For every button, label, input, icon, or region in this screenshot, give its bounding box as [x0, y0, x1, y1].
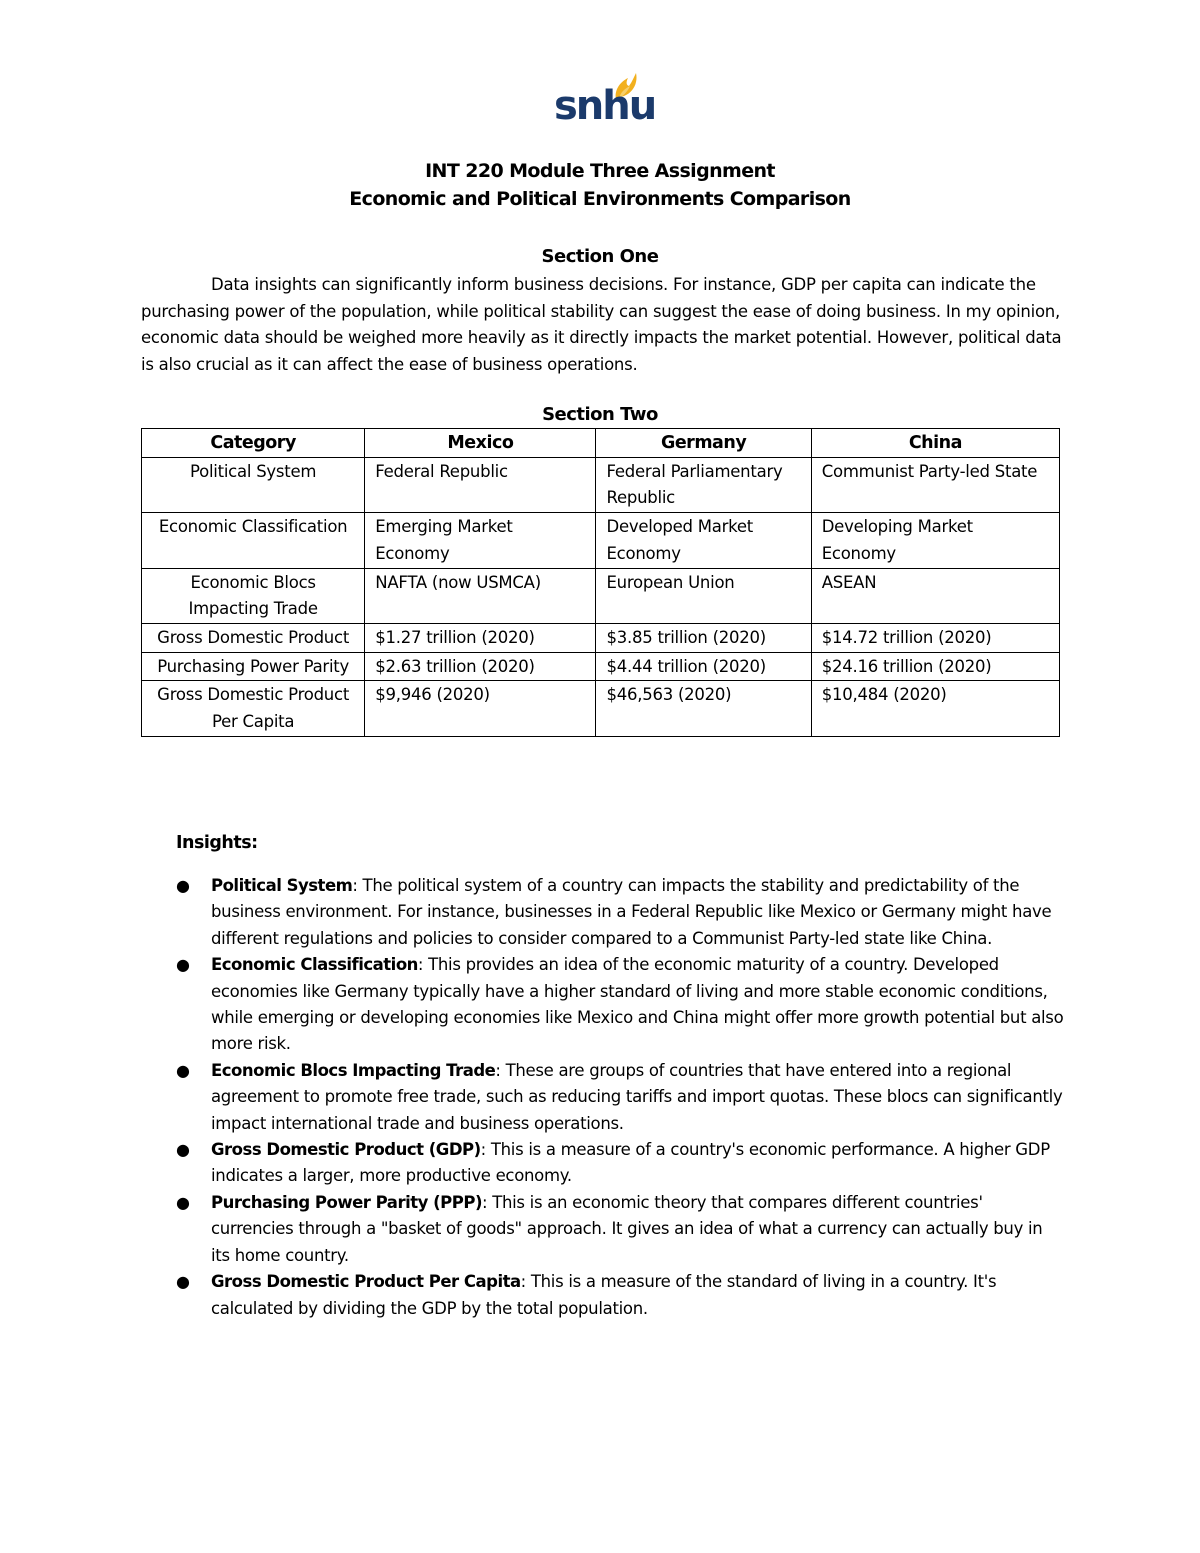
category-cell: Gross Domestic Product [142, 623, 365, 652]
document-subtitle: Economic and Political Environments Comparison [349, 188, 851, 210]
table-row [142, 568, 1060, 623]
bullet-icon: ● [176, 1272, 190, 1292]
table-cell: Communist Party-led State [811, 457, 1059, 512]
bullet-icon: ● [176, 1192, 190, 1212]
insight-text: : The political system of a country can impacts the stability and predictability of the business environment. For instance, businesses in a Federal Republic like Mexico or Germany might have different regulations and policies to consider compared to a Communist Party-led state like China. [211, 876, 1052, 948]
column-header: Category [142, 429, 365, 458]
table-cell: Developing Market Economy [811, 513, 1059, 568]
bullet-icon: ● [176, 1060, 190, 1080]
category-cell: Gross Domestic Product Per Capita [142, 681, 365, 736]
table-cell: NAFTA (now USMCA) [365, 568, 596, 623]
logo-wordmark: snhu [554, 83, 656, 129]
list-item [176, 873, 1066, 952]
insight-term: Gross Domestic Product Per Capita [211, 1272, 521, 1292]
bullet-icon: ● [176, 1140, 190, 1160]
table-row [142, 623, 1060, 652]
insight-text: : These are groups of countries that have entered into a regional agreement to promote free trade, such as reducing tariffs and import quotas. These blocs can significantly impact international trade and business operations. [211, 1060, 1063, 1133]
table-cell: $9,946 (2020) [365, 681, 596, 736]
insight-text: : This provides an idea of the economic maturity of a country. Developed economies like Germany typically have a higher standard of living and more stable economic conditions, while emerging or developing economies like Mexico and China might offer more growth potential but also more risk. [211, 955, 1064, 1054]
snhu-logo [554, 72, 656, 134]
insight-term: Economic Blocs Impacting Trade [211, 1060, 496, 1080]
table-row [142, 513, 1060, 568]
column-header: China [811, 429, 1059, 458]
insight-text: : This is a measure of the standard of living in a country. It's calculated by dividing the GDP by the total population. [211, 1272, 997, 1318]
bullet-icon: ● [176, 876, 190, 895]
document-title: INT 220 Module Three Assignment [425, 160, 775, 182]
table-cell: $4.44 trillion (2020) [596, 652, 811, 681]
table-cell: $14.72 trillion (2020) [811, 623, 1059, 652]
insights-heading: Insights: [176, 833, 258, 853]
insight-term: Economic Classification [211, 955, 418, 975]
table-cell: ASEAN [811, 568, 1059, 623]
table-cell: $46,563 (2020) [596, 681, 811, 736]
section-one-paragraph: Data insights can significantly inform business decisions. For instance, GDP per capita can indicate the purchasing power of the population, while political stability can suggest the ease of doing business. In my opinion, economic data should be weighed more heavily as it directly impacts the market potential. However, political data is also crucial as it can affect the ease of business operations. [141, 275, 1062, 374]
category-cell: Political System [142, 457, 365, 512]
section-two-heading: Section Two [542, 404, 658, 425]
table-cell: European Union [596, 568, 811, 623]
table-cell: Developed Market Economy [596, 513, 811, 568]
table-cell: $24.16 trillion (2020) [811, 652, 1059, 681]
table-cell: $1.27 trillion (2020) [365, 623, 596, 652]
category-cell: Economic Blocs Impacting Trade [142, 568, 365, 623]
table-cell: $2.63 trillion (2020) [365, 652, 596, 681]
insight-text: : This is an economic theory that compares different countries' currencies through a "basket of goods" approach. It gives an idea of what a currency can actually buy in its home country. [211, 1192, 1043, 1265]
insight-term: Purchasing Power Parity (PPP) [211, 1192, 482, 1212]
insight-term: Political System [211, 876, 353, 895]
bullet-icon: ● [176, 955, 190, 975]
list-item [176, 1137, 1066, 1190]
category-cell: Purchasing Power Parity [142, 652, 365, 681]
table-cell: Emerging Market Economy [365, 513, 596, 568]
list-item [176, 952, 1066, 1058]
table-row [142, 681, 1060, 736]
list-item [176, 1058, 1066, 1137]
table-cell: $10,484 (2020) [811, 681, 1059, 736]
insights-list [176, 873, 1066, 1322]
table-cell: $3.85 trillion (2020) [596, 623, 811, 652]
section-one-heading: Section One [541, 246, 659, 267]
table-row [142, 652, 1060, 681]
table-row [142, 457, 1060, 512]
column-header: Germany [596, 429, 811, 458]
comparison-table [141, 428, 1060, 737]
table-cell: Federal Parliamentary Republic [596, 457, 811, 512]
table-header-row [142, 429, 1060, 458]
insight-term: Gross Domestic Product (GDP) [211, 1140, 481, 1160]
list-item [176, 1269, 1066, 1322]
column-header: Mexico [365, 429, 596, 458]
list-item [176, 1190, 1066, 1269]
table-cell: Federal Republic [365, 457, 596, 512]
category-cell: Economic Classification [142, 513, 365, 568]
insight-text: : This is a measure of a country's economic performance. A higher GDP indicates a larger, more productive economy. [211, 1140, 1050, 1186]
